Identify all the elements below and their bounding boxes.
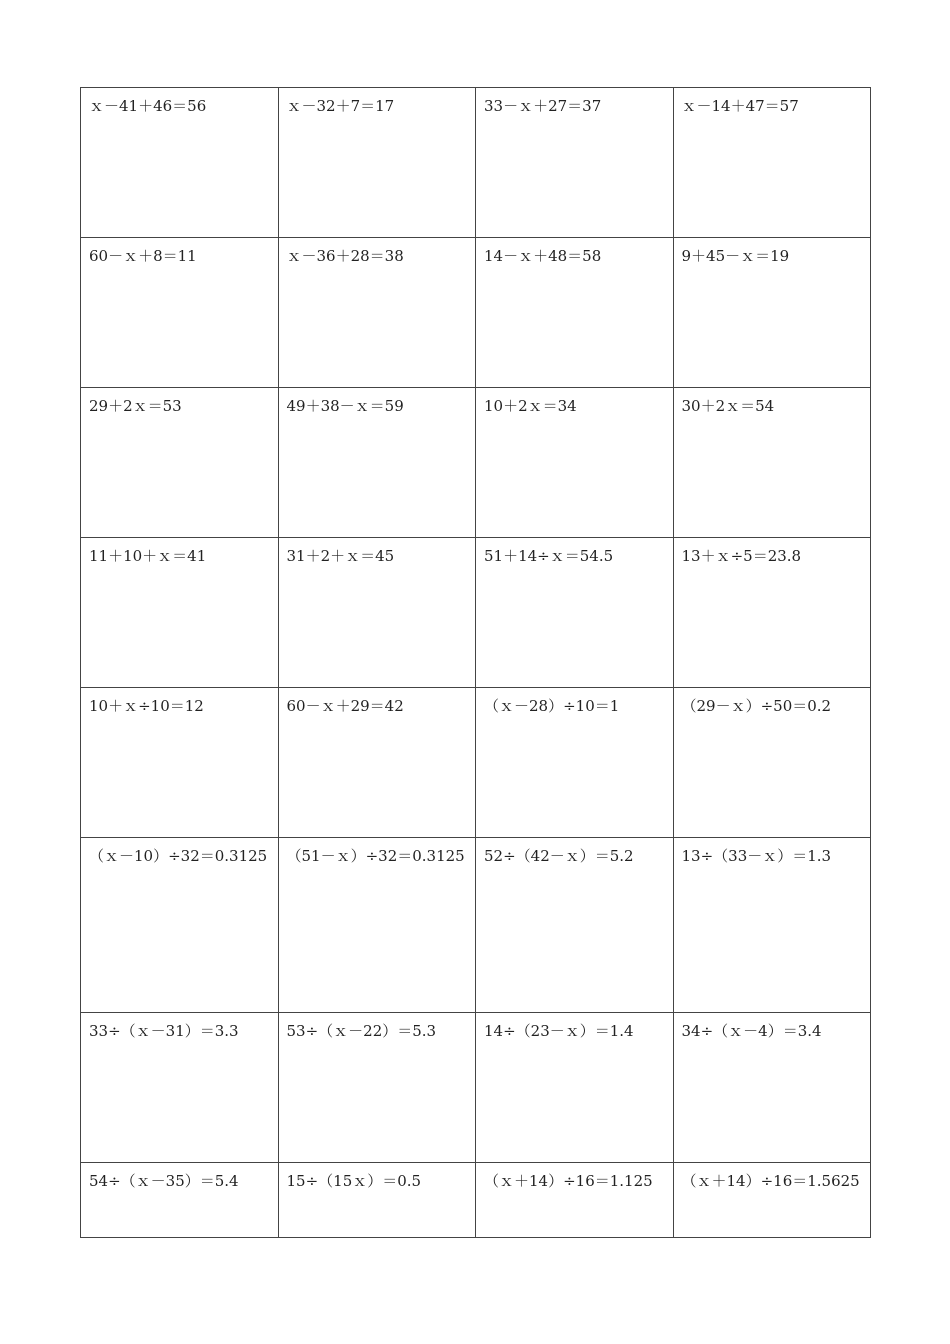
equation-cell: ｘ－14＋47＝57 xyxy=(673,88,871,238)
table-row xyxy=(81,1013,871,1163)
equation-cell: 53÷（ｘ－22）＝5.3 xyxy=(278,1013,476,1163)
equation-cell: 14÷（23－ｘ）＝1.4 xyxy=(476,1013,674,1163)
equation-cell: 31＋2＋ｘ＝45 xyxy=(278,538,476,688)
equation-cell: （ｘ－10）÷32＝0.3125 xyxy=(81,838,279,1013)
table-row xyxy=(81,538,871,688)
equation-worksheet-table xyxy=(80,87,871,1238)
equation-cell: ｘ－36＋28＝38 xyxy=(278,238,476,388)
equation-cell: 15÷（15ｘ）＝0.5 xyxy=(278,1163,476,1238)
table-row xyxy=(81,838,871,1013)
table-row xyxy=(81,388,871,538)
equation-cell: 33÷（ｘ－31）＝3.3 xyxy=(81,1013,279,1163)
equation-cell: （ｘ－28）÷10＝1 xyxy=(476,688,674,838)
equation-cell: 13÷（33－ｘ）＝1.3 xyxy=(673,838,871,1013)
equation-cell: 11＋10＋ｘ＝41 xyxy=(81,538,279,688)
equation-cell: 54÷（ｘ－35）＝5.4 xyxy=(81,1163,279,1238)
equation-cell: 10＋ｘ÷10＝12 xyxy=(81,688,279,838)
equation-cell: ｘ－32＋7＝17 xyxy=(278,88,476,238)
equation-cell: 9＋45－ｘ＝19 xyxy=(673,238,871,388)
equation-cell: 60－ｘ＋8＝11 xyxy=(81,238,279,388)
equation-cell: 29＋2ｘ＝53 xyxy=(81,388,279,538)
equation-cell: 14－ｘ＋48＝58 xyxy=(476,238,674,388)
equation-cell: （ｘ＋14）÷16＝1.5625 xyxy=(673,1163,871,1238)
equation-cell: （ｘ＋14）÷16＝1.125 xyxy=(476,1163,674,1238)
table-row xyxy=(81,88,871,238)
equation-cell: ｘ－41＋46＝56 xyxy=(81,88,279,238)
equation-cell: 10＋2ｘ＝34 xyxy=(476,388,674,538)
equation-cell: 30＋2ｘ＝54 xyxy=(673,388,871,538)
equation-cell: （51－ｘ）÷32＝0.3125 xyxy=(278,838,476,1013)
equation-cell: 49＋38－ｘ＝59 xyxy=(278,388,476,538)
table-row xyxy=(81,688,871,838)
table-row xyxy=(81,1163,871,1238)
equation-cell: （29－ｘ）÷50＝0.2 xyxy=(673,688,871,838)
equation-cell: 60－ｘ＋29＝42 xyxy=(278,688,476,838)
equation-cell: 52÷（42－ｘ）＝5.2 xyxy=(476,838,674,1013)
equation-cell: 34÷（ｘ－4）＝3.4 xyxy=(673,1013,871,1163)
table-row xyxy=(81,238,871,388)
equation-cell: 33－ｘ＋27＝37 xyxy=(476,88,674,238)
equation-cell: 51＋14÷ｘ＝54.5 xyxy=(476,538,674,688)
equation-cell: 13＋ｘ÷5＝23.8 xyxy=(673,538,871,688)
